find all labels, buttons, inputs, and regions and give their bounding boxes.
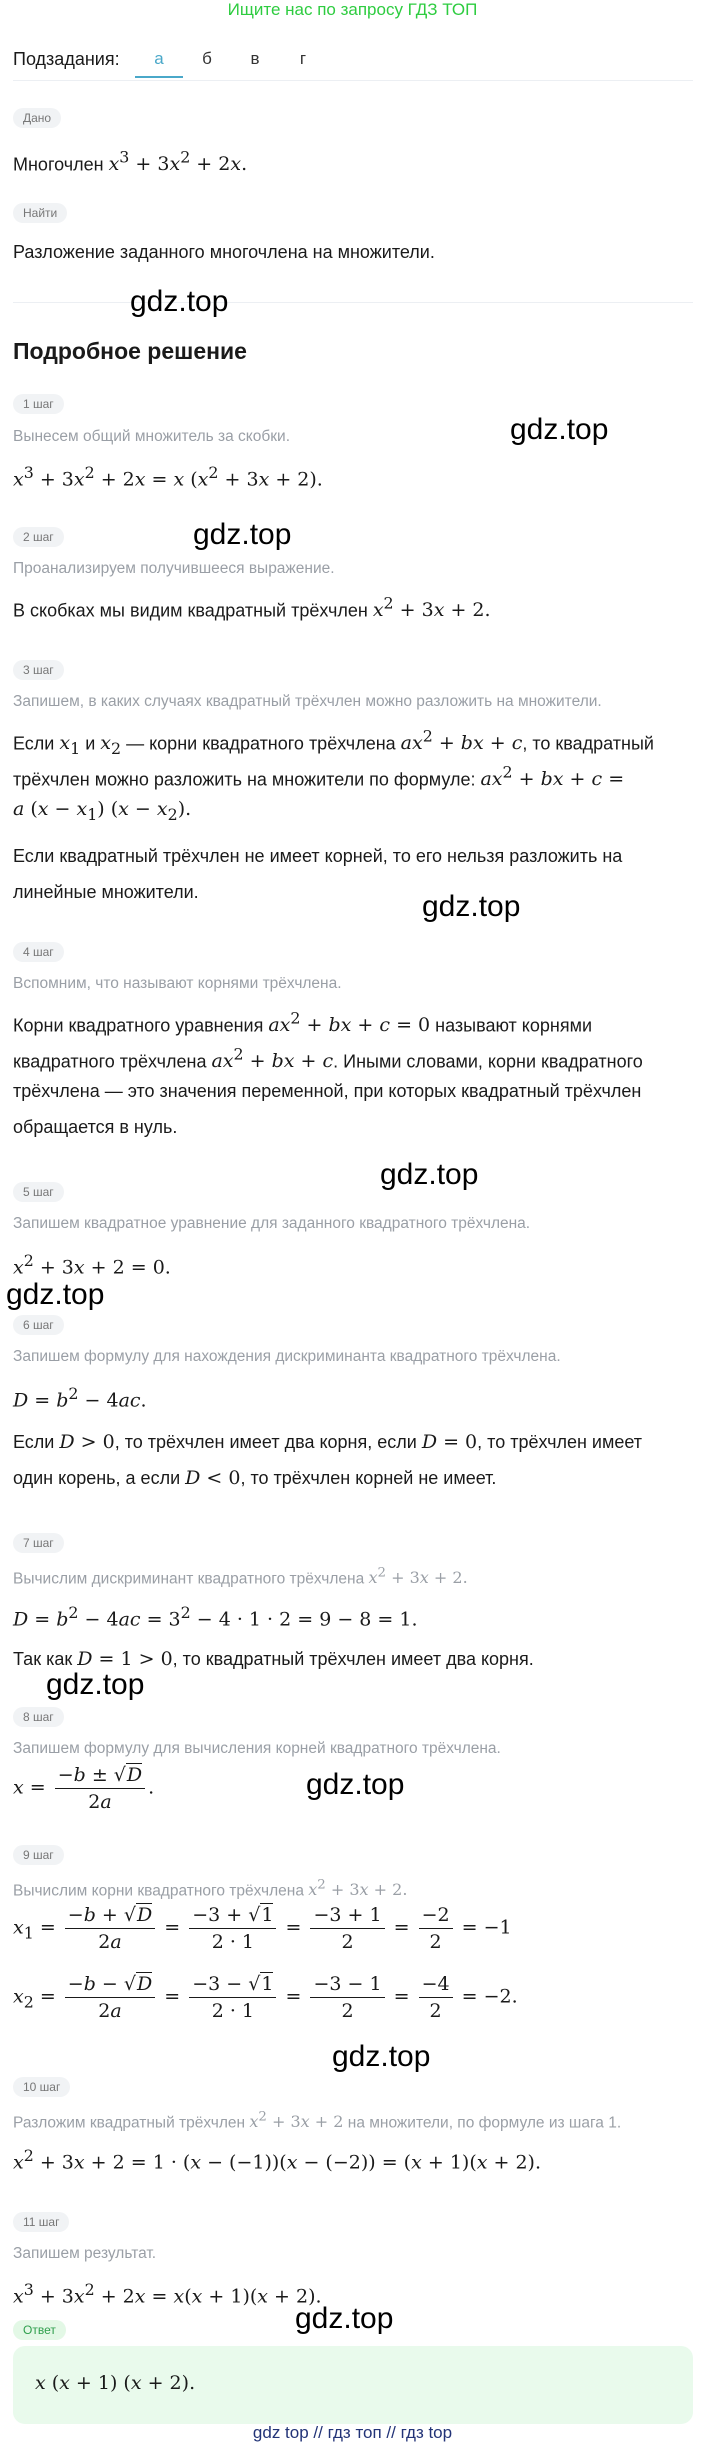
step-3-line-2: трёхчлен можно разложить на множители по формуле: $ax^2$ + bx + c = bbox=[13, 763, 625, 791]
step-2-pill: 2 шаг bbox=[13, 527, 64, 547]
step-3-line-1: Если $x_1$ и $x_2$ — корни квадратного трёхчлена $ax^2$ + bx + c, то квадратный bbox=[13, 727, 654, 759]
step-10-pill: 10 шаг bbox=[13, 2077, 70, 2097]
watermark: gdz.top bbox=[130, 285, 229, 318]
step-4-line-2: квадратного трёхчлена $ax^2$ + bx + c. Иными словами, корни квадратного bbox=[13, 1045, 643, 1073]
tab-b[interactable]: б bbox=[202, 49, 212, 68]
given-formula: $x^3 + 3x^2 + 2x$. bbox=[108, 148, 248, 176]
step-10-desc-2: на множители, по формуле из шага 1. bbox=[347, 2114, 622, 2132]
watermark: gdz.top bbox=[193, 518, 292, 551]
step-7-desc: Вычислим дискриминант квадратного трёхчлена $x^2 + 3x + 2$. bbox=[13, 1566, 468, 1588]
find-pill: Найти bbox=[13, 203, 67, 223]
step-1-pill: 1 шаг bbox=[13, 394, 64, 414]
step-3-formula: a $(x - x_1)$ $(x - x_2)$. bbox=[13, 798, 192, 824]
step-6-line-1: Если D > 0, то трёхчлен имеет два корня, если D = 0, то трёхчлен имеет bbox=[13, 1431, 643, 1453]
subtask-tabs bbox=[135, 44, 327, 78]
step-7-t1: Так как bbox=[13, 1649, 73, 1669]
find-text: Разложение заданного многочлена на множители. bbox=[13, 242, 435, 262]
step-6-pill-wrap bbox=[13, 1315, 64, 1335]
step-2-desc: Проанализируем получившееся выражение. bbox=[13, 560, 335, 577]
answer-pill: Ответ bbox=[13, 2320, 66, 2340]
step-5-pill: 5 шаг bbox=[13, 1182, 64, 1202]
subtasks-label: Подзадания: bbox=[13, 49, 120, 69]
step-6-t3: , то трёхчлен имеет bbox=[477, 1432, 643, 1452]
step-6-pill: 6 шаг bbox=[13, 1315, 64, 1335]
step-4-pill: 4 шаг bbox=[13, 942, 64, 962]
answer-pill-wrap bbox=[13, 2320, 66, 2340]
step-3-t5: трёхчлен можно разложить на множители по формуле: bbox=[13, 769, 476, 790]
step-4-t4: . Иными словами, корни квадратного bbox=[333, 1051, 643, 1072]
step-10-desc-1: Разложим квадратный трёхчлен bbox=[13, 2114, 246, 2132]
step-9-desc: Вычислим корни квадратного трёхчлена $x^2 + 3x + 2$. bbox=[13, 1878, 408, 1900]
watermark: gdz.top bbox=[306, 1768, 405, 1801]
step-11-formula: $x^3 + 3x^2 + 2x = x(x + 1)(x + 2)$. bbox=[13, 2280, 322, 2308]
step-3-pill: 3 шаг bbox=[13, 660, 64, 680]
step-4-t2: называют корнями bbox=[435, 1015, 593, 1036]
step-1-desc: Вынесем общий множитель за скобки. bbox=[13, 428, 290, 445]
section-divider bbox=[13, 302, 693, 303]
step-8-desc: Запишем формулу для вычисления корней квадратного трёхчлена. bbox=[13, 1740, 501, 1757]
step-10-formula: $x^2 + 3x + 2 = 1 \cdot (x - (-1))(x - (-2)) = (x + 1)(x + 2)$. bbox=[13, 2146, 542, 2174]
step-6-t2: , то трёхчлен имеет два корня, если bbox=[114, 1432, 417, 1452]
step-8-formula: x = $\frac{-b \pm √D}{2a}$ . bbox=[13, 1764, 155, 1813]
step-10-desc: Разложим квадратный трёхчлен $x^2 + 3x + 2$ на множители, по формуле из шага 1. bbox=[13, 2110, 622, 2132]
tab-a[interactable]: а bbox=[135, 44, 183, 78]
tab-v[interactable]: в bbox=[250, 49, 260, 68]
watermark: gdz.top bbox=[332, 2040, 431, 2073]
answer-formula: x (x + 1) (x + 2). bbox=[35, 2372, 196, 2394]
step-7-pill: 7 шаг bbox=[13, 1533, 64, 1553]
step-6-t4: один корень, а если bbox=[13, 1468, 181, 1488]
step-11-pill: 11 шаг bbox=[13, 2212, 69, 2232]
step-9-desc-text: Вычислим корни квадратного трёхчлена bbox=[13, 1882, 304, 1900]
given-text bbox=[13, 140, 683, 182]
step-11-desc: Запишем результат. bbox=[13, 2245, 157, 2262]
step-1-formula: $x^3 + 3x^2 + 2x = x$ $(x^2 + 3x + 2)$. bbox=[13, 463, 323, 491]
watermark: gdz.top bbox=[510, 413, 609, 446]
given-label: Многочлен bbox=[13, 154, 104, 175]
footer-links[interactable]: gdz top // гдз топ // гдз top bbox=[252, 2423, 453, 2442]
step-1-pill-wrap bbox=[13, 394, 64, 414]
step-4-t1: Корни квадратного уравнения bbox=[13, 1015, 264, 1036]
step-3-t2: и bbox=[85, 733, 96, 754]
find-block bbox=[13, 203, 67, 223]
step-6-t5: , то трёхчлен корней не имеет. bbox=[240, 1468, 497, 1488]
step-6-line-2: один корень, а если D < 0, то трёхчлен корней не имеет. bbox=[13, 1467, 497, 1489]
step-8-pill-wrap bbox=[13, 1707, 64, 1727]
step-9-pill: 9 шаг bbox=[13, 1845, 64, 1865]
given-block bbox=[13, 108, 61, 128]
watermark: gdz.top bbox=[422, 890, 521, 923]
tabs-divider bbox=[13, 80, 693, 81]
step-4-pill-wrap bbox=[13, 942, 64, 962]
step-9-root-2: $x_2$ = $\frac{-b - √D}{2a}$ = $\frac{-3 - √1}{2 \cdot 1}$ = $\frac{-3 - 1}{2}$ = $\frac{-4}{2}$ = −2. bbox=[13, 1973, 518, 2022]
step-3-desc: Запишем, в каких случаях квадратный трёхчлен можно разложить на множители. bbox=[13, 693, 602, 710]
step-5-formula: $x^2 + 3x + 2 = 0$. bbox=[13, 1251, 171, 1279]
step-3-pill-wrap bbox=[13, 660, 64, 680]
step-7-desc-text: Вычислим дискриминант квадратного трёхчлена bbox=[13, 1570, 365, 1588]
step-2-text: В скобках мы видим квадратный трёхчлен $x^2 + 3x + 2$. bbox=[13, 594, 491, 622]
step-3-t3: — корни квадратного трёхчлена bbox=[126, 733, 396, 754]
step-2-pill-wrap bbox=[13, 527, 64, 547]
step-7-line: Так как D = 1 > 0, то квадратный трёхчлен имеет два корня. bbox=[13, 1648, 534, 1670]
search-banner: Ищите нас по запросу ГДЗ ТОП bbox=[227, 0, 478, 19]
step-5-desc: Запишем квадратное уравнение для заданного квадратного трёхчлена. bbox=[13, 1215, 531, 1232]
step-6-desc: Запишем формулу для нахождения дискриминанта квадратного трёхчлена. bbox=[13, 1348, 561, 1365]
watermark: gdz.top bbox=[46, 1668, 145, 1701]
watermark: gdz.top bbox=[380, 1158, 479, 1191]
step-11-pill-wrap bbox=[13, 2212, 69, 2232]
step-7-t2: , то квадратный трёхчлен имеет два корня. bbox=[172, 1649, 534, 1669]
step-9-root-1: $x_1$ = $\frac{-b + √D}{2a}$ = $\frac{-3 + √1}{2 \cdot 1}$ = $\frac{-3 + 1}{2}$ = $\frac{-2}{2}$ = −1 bbox=[13, 1904, 512, 1953]
solution-title: Подробное решение bbox=[13, 338, 247, 364]
step-3-para-2a: Если квадратный трёхчлен не имеет корней, то его нельзя разложить на bbox=[13, 846, 623, 866]
step-8-pill: 8 шаг bbox=[13, 1707, 64, 1727]
step-4-line-3: трёхчлена — это значения переменной, при которых квадратный трёхчлен bbox=[13, 1081, 642, 1101]
answer-box bbox=[13, 2346, 693, 2424]
step-6-formula: $D = b^2 - 4ac$. bbox=[13, 1384, 147, 1412]
step-3-t1: Если bbox=[13, 733, 55, 754]
step-7-formula: $D = b^2 - 4ac = 3^2 - 4 \cdot 1 \cdot 2 = 9 - 8 = 1$. bbox=[13, 1603, 418, 1631]
watermark: gdz.top bbox=[6, 1278, 105, 1311]
step-3-t4: , то квадратный bbox=[522, 733, 654, 754]
step-4-desc: Вспомним, что называют корнями трёхчлена. bbox=[13, 975, 342, 992]
step-10-pill-wrap bbox=[13, 2077, 70, 2097]
step-4-line-1: Корни квадратного уравнения $ax^2$ + bx + c = 0 называют корнями bbox=[13, 1009, 593, 1037]
step-6-t1: Если bbox=[13, 1432, 55, 1452]
step-9-pill-wrap bbox=[13, 1845, 64, 1865]
step-7-pill-wrap bbox=[13, 1533, 64, 1553]
given-pill: Дано bbox=[13, 108, 61, 128]
watermark: gdz.top bbox=[295, 2302, 394, 2335]
step-4-line-4: обращается в нуль. bbox=[13, 1117, 178, 1137]
step-3-para-2b: линейные множители. bbox=[13, 882, 199, 902]
tab-g[interactable]: г bbox=[299, 49, 307, 68]
step-2-label: В скобках мы видим квадратный трёхчлен bbox=[13, 600, 368, 621]
step-5-pill-wrap bbox=[13, 1182, 64, 1202]
step-4-t3: квадратного трёхчлена bbox=[13, 1051, 207, 1072]
